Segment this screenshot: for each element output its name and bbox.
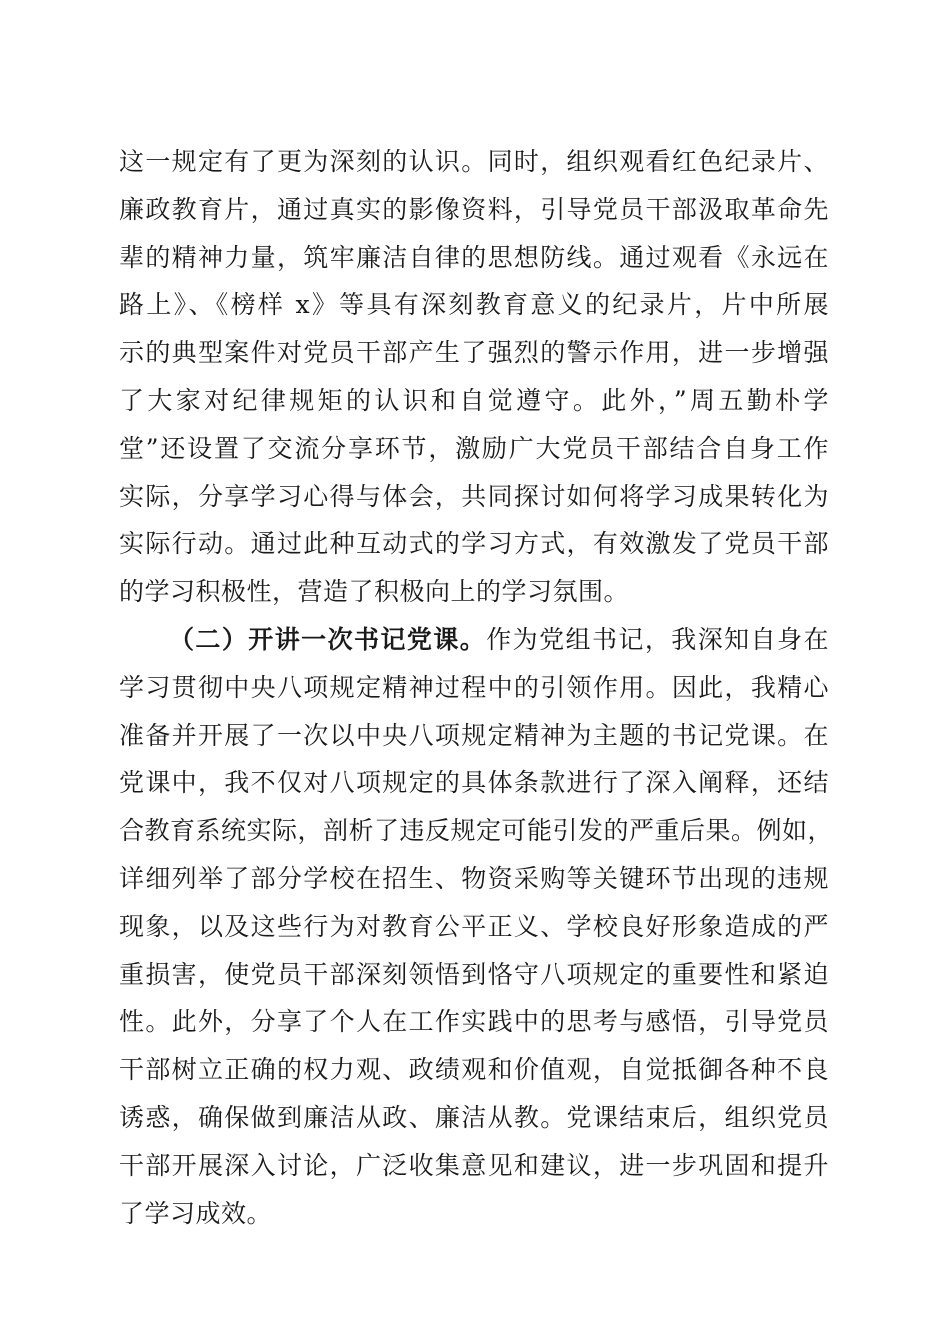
paragraph-1	[119, 138, 829, 616]
text-line-first	[119, 616, 829, 664]
text-line: 合教育系统实际，剖析了违反规定可能引发的严重后果。例如，	[119, 816, 834, 846]
text-line: 了学习成效。	[119, 1198, 273, 1228]
text-line: 了大家对纪律规矩的认识和自觉遵守。此外，”周五勤朴学	[119, 385, 829, 415]
text-line: 干部树立正确的权力观、政绩观和价值观，自觉抵御各种不良	[119, 1055, 829, 1085]
section-heading: （二）开讲一次书记党课。	[169, 624, 487, 654]
text-line: 的学习积极性，营造了积极向上的学习氛围。	[119, 577, 630, 607]
text-line: 路上》、《榜样 x》等具有深刻教育意义的纪录片，片中所展	[119, 290, 829, 320]
text-line: 干部开展深入讨论，广泛收集意见和建议，进一步巩固和提升	[119, 1150, 829, 1180]
text-line: 详细列举了部分学校在招生、物资采购等关键环节出现的违规	[119, 863, 829, 893]
text-line: 实际行动。通过此种互动式的学习方式，有效激发了党员干部	[119, 529, 829, 559]
text-line: 这一规定有了更为深刻的认识。同时，组织观看红色纪录片、	[119, 147, 829, 176]
text-line: 现象，以及这些行为对教育公平正义、学校良好形象造成的严	[119, 911, 829, 941]
text-line: 重损害，使党员干部深刻领悟到恪守八项规定的重要性和紧迫	[119, 959, 829, 989]
text-line: 性。此外，分享了个人在工作实践中的思考与感悟，引导党员	[119, 1007, 829, 1037]
text-run: 作为党组书记，我深知自身在	[486, 624, 829, 654]
text-line: 示的典型案件对党员干部产生了强烈的警示作用，进一步增强	[119, 338, 829, 368]
document-body	[119, 138, 834, 1237]
text-line: 学习贯彻中央八项规定精神过程中的引领作用。因此，我精心	[119, 672, 829, 702]
text-line: 实际，分享学习心得与体会，共同探讨如何将学习成果转化为	[119, 481, 829, 511]
text-line: 辈的精神力量，筑牢廉洁自律的思想防线。通过观看《永远在	[119, 242, 829, 272]
text-line: 廉政教育片，通过真实的影像资料，引导党员干部汲取革命先	[119, 194, 829, 224]
text-line: 党课中，我不仅对八项规定的具体条款进行了深入阐释，还结	[119, 768, 829, 798]
text-line: 诱惑，确保做到廉洁从政、廉洁从教。党课结束后，组织党员	[119, 1102, 829, 1132]
text-line: 堂”还设置了交流分享环节，激励广大党员干部结合自身工作	[119, 433, 829, 463]
text-line: 准备并开展了一次以中央八项规定精神为主题的书记党课。在	[119, 720, 829, 750]
paragraph-2	[119, 616, 834, 1237]
